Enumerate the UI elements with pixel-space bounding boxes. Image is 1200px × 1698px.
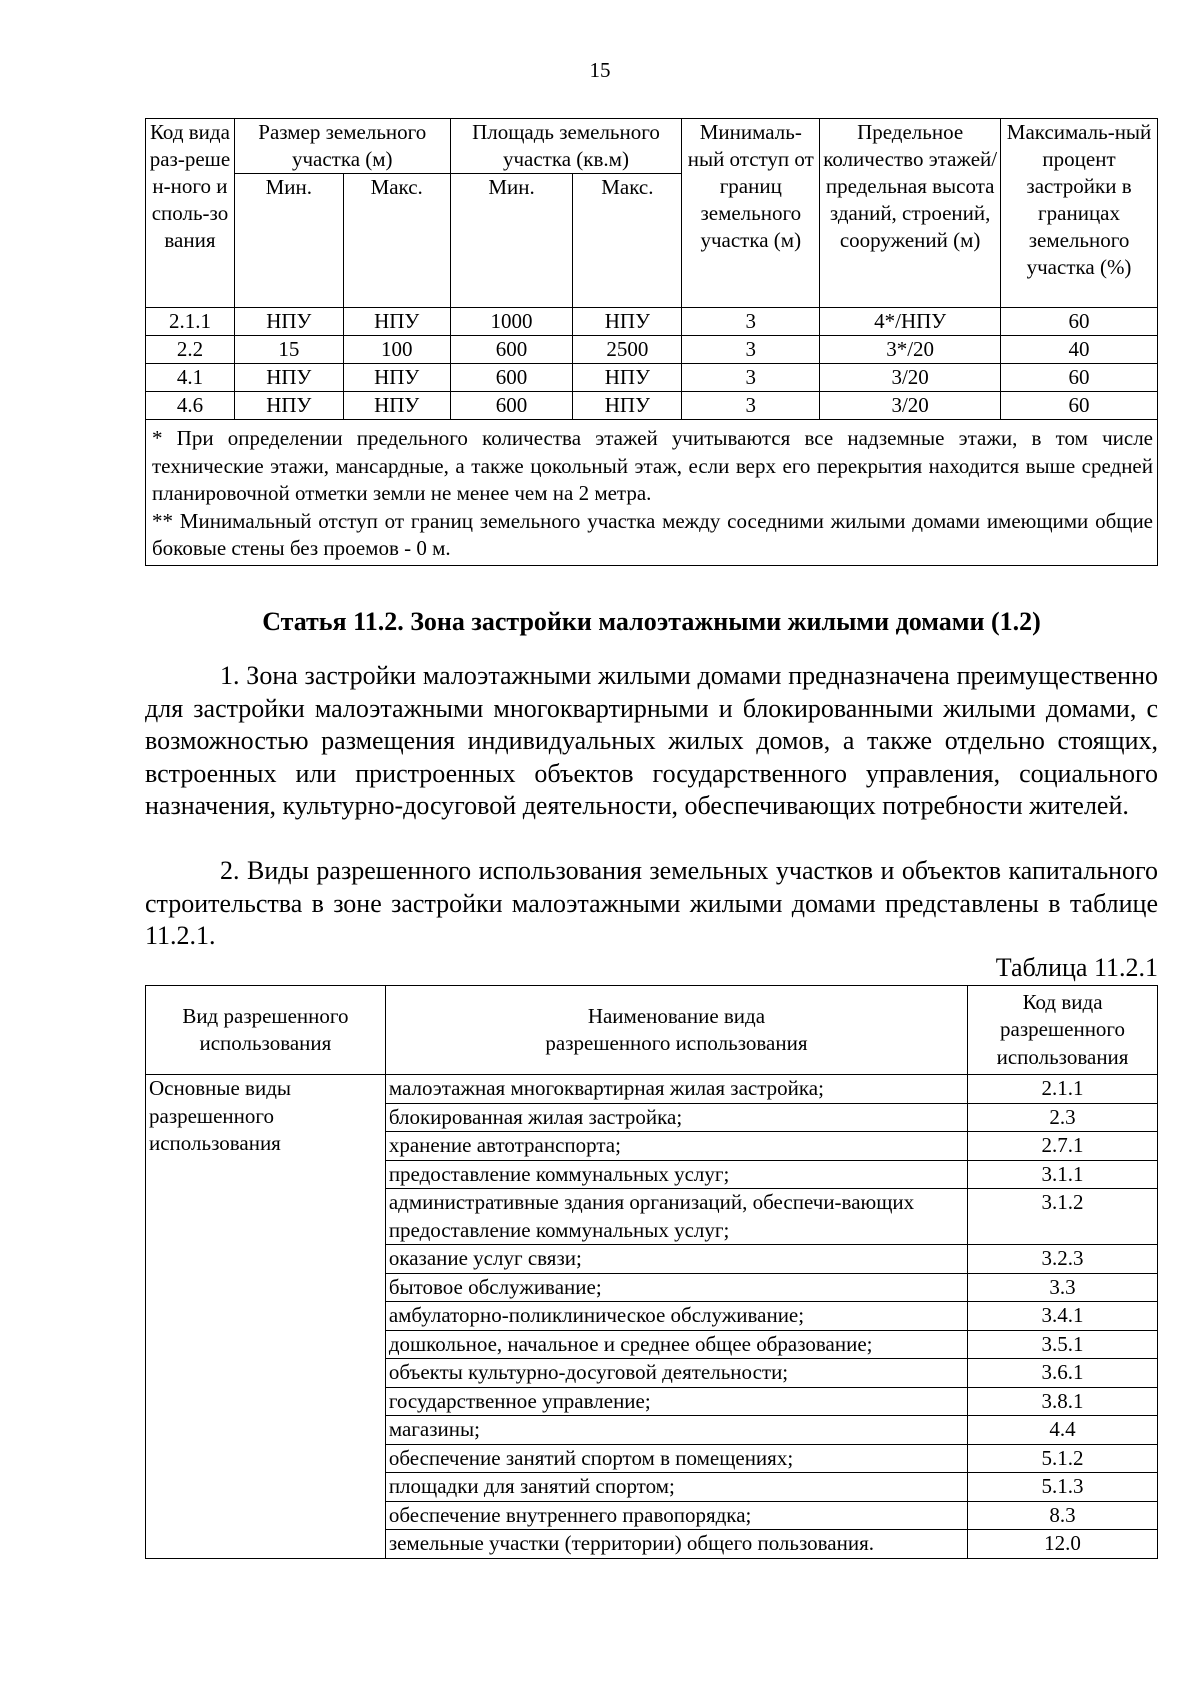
- table-caption: Таблица 11.2.1: [995, 953, 1158, 982]
- table-cell: 2.2: [146, 336, 235, 364]
- table-cell: 3: [682, 364, 820, 392]
- table-cell: 3*/20: [820, 336, 1001, 364]
- note-floors: * При определении предельного количества этажей учитываются все надземные этажи, в том числе технические этажи, мансардные, а также цокольный этаж, если верх его перекрытия находится выше средней планировочной отметки земли не менее чем на 2 метра.: [152, 426, 1153, 505]
- table-header-row: [146, 986, 1158, 1075]
- table-row: [146, 1075, 1158, 1104]
- table-cell: 600: [450, 392, 573, 420]
- use-code: 5.1.3: [968, 1473, 1158, 1502]
- permitted-use-table: [145, 985, 1158, 1559]
- zone-parameters-table: [145, 118, 1158, 566]
- table-cell: 100: [343, 336, 450, 364]
- header-floors: Предельное количество этажей/ предельная высота зданий, строений, сооружений (м): [820, 119, 1001, 308]
- use-name: блокированная жилая застройка;: [385, 1103, 967, 1132]
- use-code: 3.1.2: [968, 1189, 1158, 1245]
- use-name: бытовое обслуживание;: [385, 1273, 967, 1302]
- use-group-label: Основные виды разрешенного использования: [146, 1075, 386, 1559]
- use-code: 4.4: [968, 1416, 1158, 1445]
- table-cell: 3: [682, 308, 820, 336]
- use-code: 2.1.1: [968, 1075, 1158, 1104]
- use-code: 3.1.1: [968, 1160, 1158, 1189]
- header-percent: Максималь-ный процент застройки в границах земельного участка (%): [1001, 119, 1158, 308]
- use-name: площадки для занятий спортом;: [385, 1473, 967, 1502]
- table-row: [146, 336, 1158, 364]
- use-name: хранение автотранспорта;: [385, 1132, 967, 1161]
- table-cell: 60: [1001, 364, 1158, 392]
- notes-row: [146, 420, 1158, 566]
- use-name: земельные участки (территории) общего пользования.: [385, 1530, 967, 1559]
- table-cell: НПУ: [573, 364, 682, 392]
- header-size: Размер земельного участка (м): [234, 119, 450, 174]
- table-cell: НПУ: [343, 364, 450, 392]
- table-cell: НПУ: [234, 392, 343, 420]
- paragraph-2: 2. Виды разрешенного использования земельных участков и объектов капитального строительства в зоне застройки малоэтажными жилыми домами представлены в таблице 11.2.1.: [145, 856, 1158, 950]
- header-size-max: Макс.: [343, 174, 450, 308]
- table-cell: 2.1.1: [146, 308, 235, 336]
- table-cell: 60: [1001, 392, 1158, 420]
- use-code: 12.0: [968, 1530, 1158, 1559]
- table-cell: 15: [234, 336, 343, 364]
- use-name: обеспечение внутреннего правопорядка;: [385, 1501, 967, 1530]
- table-row: [146, 364, 1158, 392]
- header-use-name-line2: разрешенного использования: [545, 1031, 808, 1055]
- header-area-max: Макс.: [573, 174, 682, 308]
- use-name: дошкольное, начальное и среднее общее образование;: [385, 1330, 967, 1359]
- use-name: амбулаторно-поликлиническое обслуживание;: [385, 1302, 967, 1331]
- use-code: 3.4.1: [968, 1302, 1158, 1331]
- header-area-min: Мин.: [450, 174, 573, 308]
- table-cell: НПУ: [343, 308, 450, 336]
- header-use-name: [385, 986, 967, 1075]
- use-code: 3.2.3: [968, 1245, 1158, 1274]
- use-name: обеспечение занятий спортом в помещениях;: [385, 1444, 967, 1473]
- table-row: [146, 308, 1158, 336]
- table-cell: НПУ: [573, 308, 682, 336]
- use-name: государственное управление;: [385, 1387, 967, 1416]
- header-use-type: Вид разрешенного использования: [146, 986, 386, 1075]
- table-notes: [146, 420, 1158, 566]
- table-cell: 600: [450, 364, 573, 392]
- table-cell: 60: [1001, 308, 1158, 336]
- table-cell: 3/20: [820, 392, 1001, 420]
- use-name: объекты культурно-досуговой деятельности;: [385, 1359, 967, 1388]
- table-cell: НПУ: [234, 308, 343, 336]
- table-cell: 4.6: [146, 392, 235, 420]
- table-cell: 3: [682, 392, 820, 420]
- table-cell: 1000: [450, 308, 573, 336]
- table-cell: НПУ: [573, 392, 682, 420]
- use-code: 3.8.1: [968, 1387, 1158, 1416]
- page-number: 15: [589, 58, 611, 82]
- article-heading: Статья 11.2. Зона застройки малоэтажными жилыми домами (1.2): [262, 607, 1041, 636]
- table-cell: 3: [682, 336, 820, 364]
- table-cell: 3/20: [820, 364, 1001, 392]
- use-name: оказание услуг связи;: [385, 1245, 967, 1274]
- table-cell: 4.1: [146, 364, 235, 392]
- use-code: 3.6.1: [968, 1359, 1158, 1388]
- paragraph-1: 1. Зона застройки малоэтажными жилыми домами предназначена преимущественно для застройки малоэтажными многоквартирными и блокированными жилыми домами, с возможностью размещения индивидуальных жилых домов, а также отдельно стоящих, встроенных или пристроенных объектов государственного управления, социального назначения, культурно-досуговой деятельности, обеспечивающих потребности жителей.: [145, 661, 1158, 820]
- table-header-row: [146, 119, 1158, 174]
- table-cell: НПУ: [343, 392, 450, 420]
- header-size-min: Мин.: [234, 174, 343, 308]
- header-area: Площадь земельного участка (кв.м): [450, 119, 682, 174]
- use-code: 2.7.1: [968, 1132, 1158, 1161]
- table-cell: 600: [450, 336, 573, 364]
- use-code: 3.3: [968, 1273, 1158, 1302]
- table-cell: 40: [1001, 336, 1158, 364]
- use-name: административные здания организаций, обеспечи-вающих предоставление коммунальных услуг;: [385, 1189, 967, 1245]
- header-use-name-line1: Наименование вида: [587, 1003, 766, 1028]
- use-code: 5.1.2: [968, 1444, 1158, 1473]
- use-code: 2.3: [968, 1103, 1158, 1132]
- table-row: [146, 392, 1158, 420]
- header-setback: Минималь-ный отступ от границ земельного участка (м): [682, 119, 820, 308]
- use-name: предоставление коммунальных услуг;: [385, 1160, 967, 1189]
- use-code: 3.5.1: [968, 1330, 1158, 1359]
- table-cell: 4*/НПУ: [820, 308, 1001, 336]
- table-cell: 2500: [573, 336, 682, 364]
- header-use-code: Код вида разрешенного использования: [968, 986, 1158, 1075]
- use-code: 8.3: [968, 1501, 1158, 1530]
- use-name: малоэтажная многоквартирная жилая застройка;: [385, 1075, 967, 1104]
- table-cell: НПУ: [234, 364, 343, 392]
- header-code: Код вида раз-решен-ного исполь-зования: [146, 119, 235, 308]
- note-setback: ** Минимальный отступ от границ земельного участка между соседними жилыми домами имеющими общие боковые стены без проемов - 0 м.: [152, 508, 1153, 560]
- use-name: магазины;: [385, 1416, 967, 1445]
